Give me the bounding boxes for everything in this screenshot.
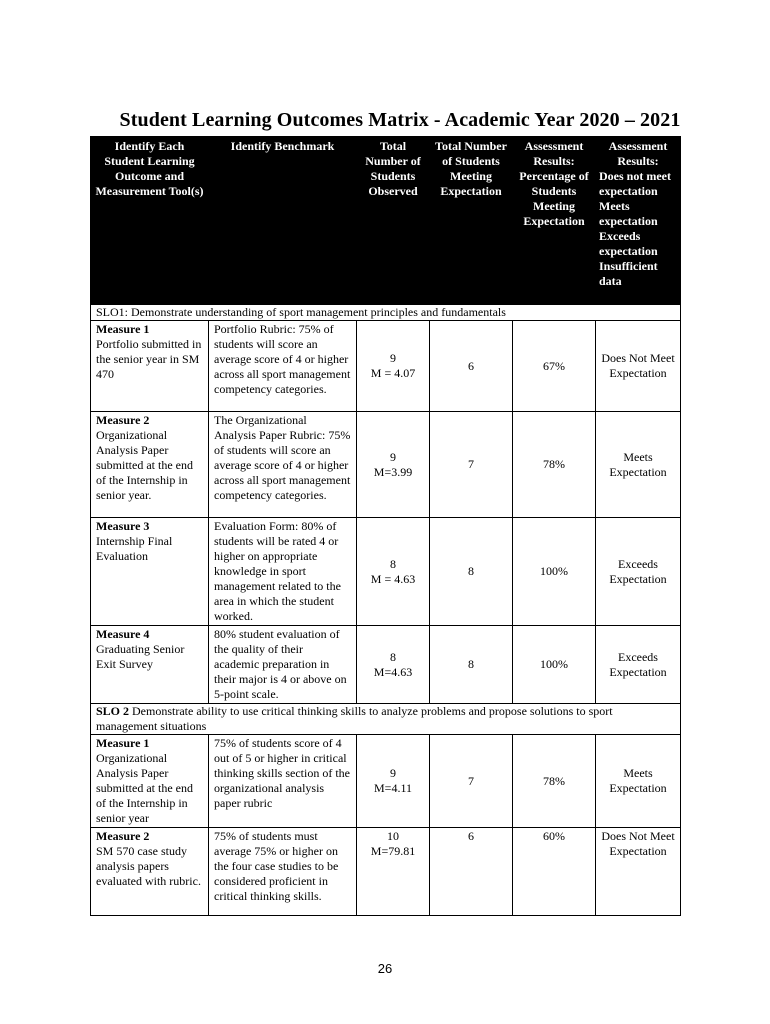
measure-tool-cell bbox=[91, 412, 209, 518]
benchmark-cell: 80% student evaluation of the quality of their academic preparation in their major is 4 or above on 5-point scale. bbox=[209, 626, 357, 704]
mean-score: M=3.99 bbox=[373, 464, 413, 479]
slo2-label: SLO 2 bbox=[96, 704, 130, 718]
observed-cell bbox=[357, 321, 430, 412]
slo2-text: Demonstrate ability to use critical thinking skills to analyze problems and propose solutions to sport management situations bbox=[96, 704, 613, 733]
measure-label: Measure 1 bbox=[96, 322, 150, 336]
result-cell: Exceeds Expectation bbox=[596, 518, 681, 626]
benchmark-cell: 75% of students score of 4 out of 5 or higher in critical thinking skills section of the organizational analysis paper rubric bbox=[209, 735, 357, 828]
result-cell: Meets Expectation bbox=[596, 735, 681, 828]
measure-tool: Organizational Analysis Paper submitted at the end of the Internship in senior year bbox=[96, 751, 193, 825]
measure-tool-cell bbox=[91, 626, 209, 704]
header-results-title: Assessment Results: bbox=[608, 139, 668, 168]
measure-tool: SM 570 case study analysis papers evaluated with rubric. bbox=[96, 844, 201, 888]
slo1-heading: SLO1: Demonstrate understanding of sport management principles and fundamentals bbox=[91, 305, 681, 321]
result-option: Meets expectation bbox=[599, 199, 658, 228]
mean-score: M = 4.63 bbox=[370, 571, 416, 586]
table-row bbox=[91, 828, 681, 916]
outcomes-matrix-table bbox=[90, 136, 681, 916]
header-outcome-tool: Identify Each Student Learning Outcome and Measurement Tool(s) bbox=[91, 137, 209, 305]
table-row bbox=[91, 735, 681, 828]
observed-count: 9 bbox=[390, 449, 396, 464]
result-option: Insufficient data bbox=[599, 259, 658, 288]
header-total-meeting: Total Number of Students Meeting Expectation bbox=[430, 137, 513, 305]
result-cell: Exceeds Expectation bbox=[596, 626, 681, 704]
observed-count: 10 bbox=[387, 829, 399, 843]
slo-heading-row bbox=[91, 305, 681, 321]
benchmark-cell: 75% of students must average 75% or higher on the four case studies to be considered proficient in critical thinking skills. bbox=[209, 828, 357, 916]
percent-cell: 67% bbox=[513, 321, 596, 412]
observed-cell bbox=[357, 626, 430, 704]
slo-heading-row bbox=[91, 704, 681, 735]
result-option: Does not meet expectation bbox=[599, 169, 671, 198]
measure-tool-cell bbox=[91, 828, 209, 916]
mean-score: M=79.81 bbox=[370, 844, 416, 858]
meeting-cell: 6 bbox=[430, 828, 513, 916]
observed-count: 9 bbox=[390, 351, 396, 365]
measure-label: Measure 3 bbox=[96, 519, 150, 533]
measure-tool: Portfolio submitted in the senior year in SM 470 bbox=[96, 337, 202, 381]
page-title: Student Learning Outcomes Matrix - Academic Year 2020 – 2021 bbox=[119, 109, 681, 131]
percent-cell: 78% bbox=[513, 412, 596, 518]
measure-label: Measure 1 bbox=[96, 736, 150, 750]
observed-cell bbox=[357, 412, 430, 518]
table-row bbox=[91, 321, 681, 412]
measure-label: Measure 2 bbox=[96, 413, 150, 427]
observed-cell bbox=[357, 735, 430, 828]
slo2-heading bbox=[91, 704, 681, 735]
measure-tool: Organizational Analysis Paper submitted at the end of the Internship in senior year. bbox=[96, 428, 193, 502]
header-total-observed: Total Number of Students Observed bbox=[357, 137, 430, 305]
observed-count: 8 bbox=[390, 556, 396, 571]
mean-score: M = 4.07 bbox=[370, 366, 416, 380]
observed-cell bbox=[357, 518, 430, 626]
table-row bbox=[91, 412, 681, 518]
observed-count: 9 bbox=[390, 766, 396, 780]
result-option: Exceeds expectation bbox=[599, 229, 658, 258]
percent-cell: 100% bbox=[513, 626, 596, 704]
header-results bbox=[596, 137, 681, 305]
observed-count: 8 bbox=[390, 649, 396, 664]
measure-tool-cell bbox=[91, 735, 209, 828]
table-row bbox=[91, 518, 681, 626]
measure-label: Measure 2 bbox=[96, 829, 150, 843]
percent-cell: 78% bbox=[513, 735, 596, 828]
measure-label: Measure 4 bbox=[96, 627, 150, 641]
percent-cell: 100% bbox=[513, 518, 596, 626]
benchmark-cell: Evaluation Form: 80% of students will be rated 4 or higher on appropriate knowledge in sport management related to the area in which the student worked. bbox=[209, 518, 357, 626]
benchmark-cell: The Organizational Analysis Paper Rubric: 75% of students will score an average score of 4 or higher across all sport management competency categories. bbox=[209, 412, 357, 518]
page-number: 26 bbox=[377, 961, 393, 976]
result-cell: Does Not Meet Expectation bbox=[596, 321, 681, 412]
result-cell: Meets Expectation bbox=[596, 412, 681, 518]
mean-score: M=4.11 bbox=[374, 781, 412, 795]
measure-tool: Graduating Senior Exit Survey bbox=[96, 642, 185, 671]
meeting-cell: 7 bbox=[430, 412, 513, 518]
meeting-cell: 6 bbox=[430, 321, 513, 412]
table-row bbox=[91, 626, 681, 704]
percent-cell: 60% bbox=[513, 828, 596, 916]
measure-tool: Internship Final Evaluation bbox=[96, 534, 173, 563]
measure-tool-cell bbox=[91, 518, 209, 626]
meeting-cell: 8 bbox=[430, 518, 513, 626]
result-cell: Does Not Meet Expectation bbox=[596, 828, 681, 916]
meeting-cell: 8 bbox=[430, 626, 513, 704]
benchmark-cell: Portfolio Rubric: 75% of students will score an average score of 4 or higher across all sport management competency categories. bbox=[209, 321, 357, 412]
measure-tool-cell bbox=[91, 321, 209, 412]
header-row bbox=[91, 137, 681, 305]
observed-cell bbox=[357, 828, 430, 916]
mean-score: M=4.63 bbox=[373, 664, 413, 679]
meeting-cell: 7 bbox=[430, 735, 513, 828]
header-benchmark: Identify Benchmark bbox=[209, 137, 357, 305]
header-percentage: Assessment Results: Percentage of Students Meeting Expectation bbox=[513, 137, 596, 305]
